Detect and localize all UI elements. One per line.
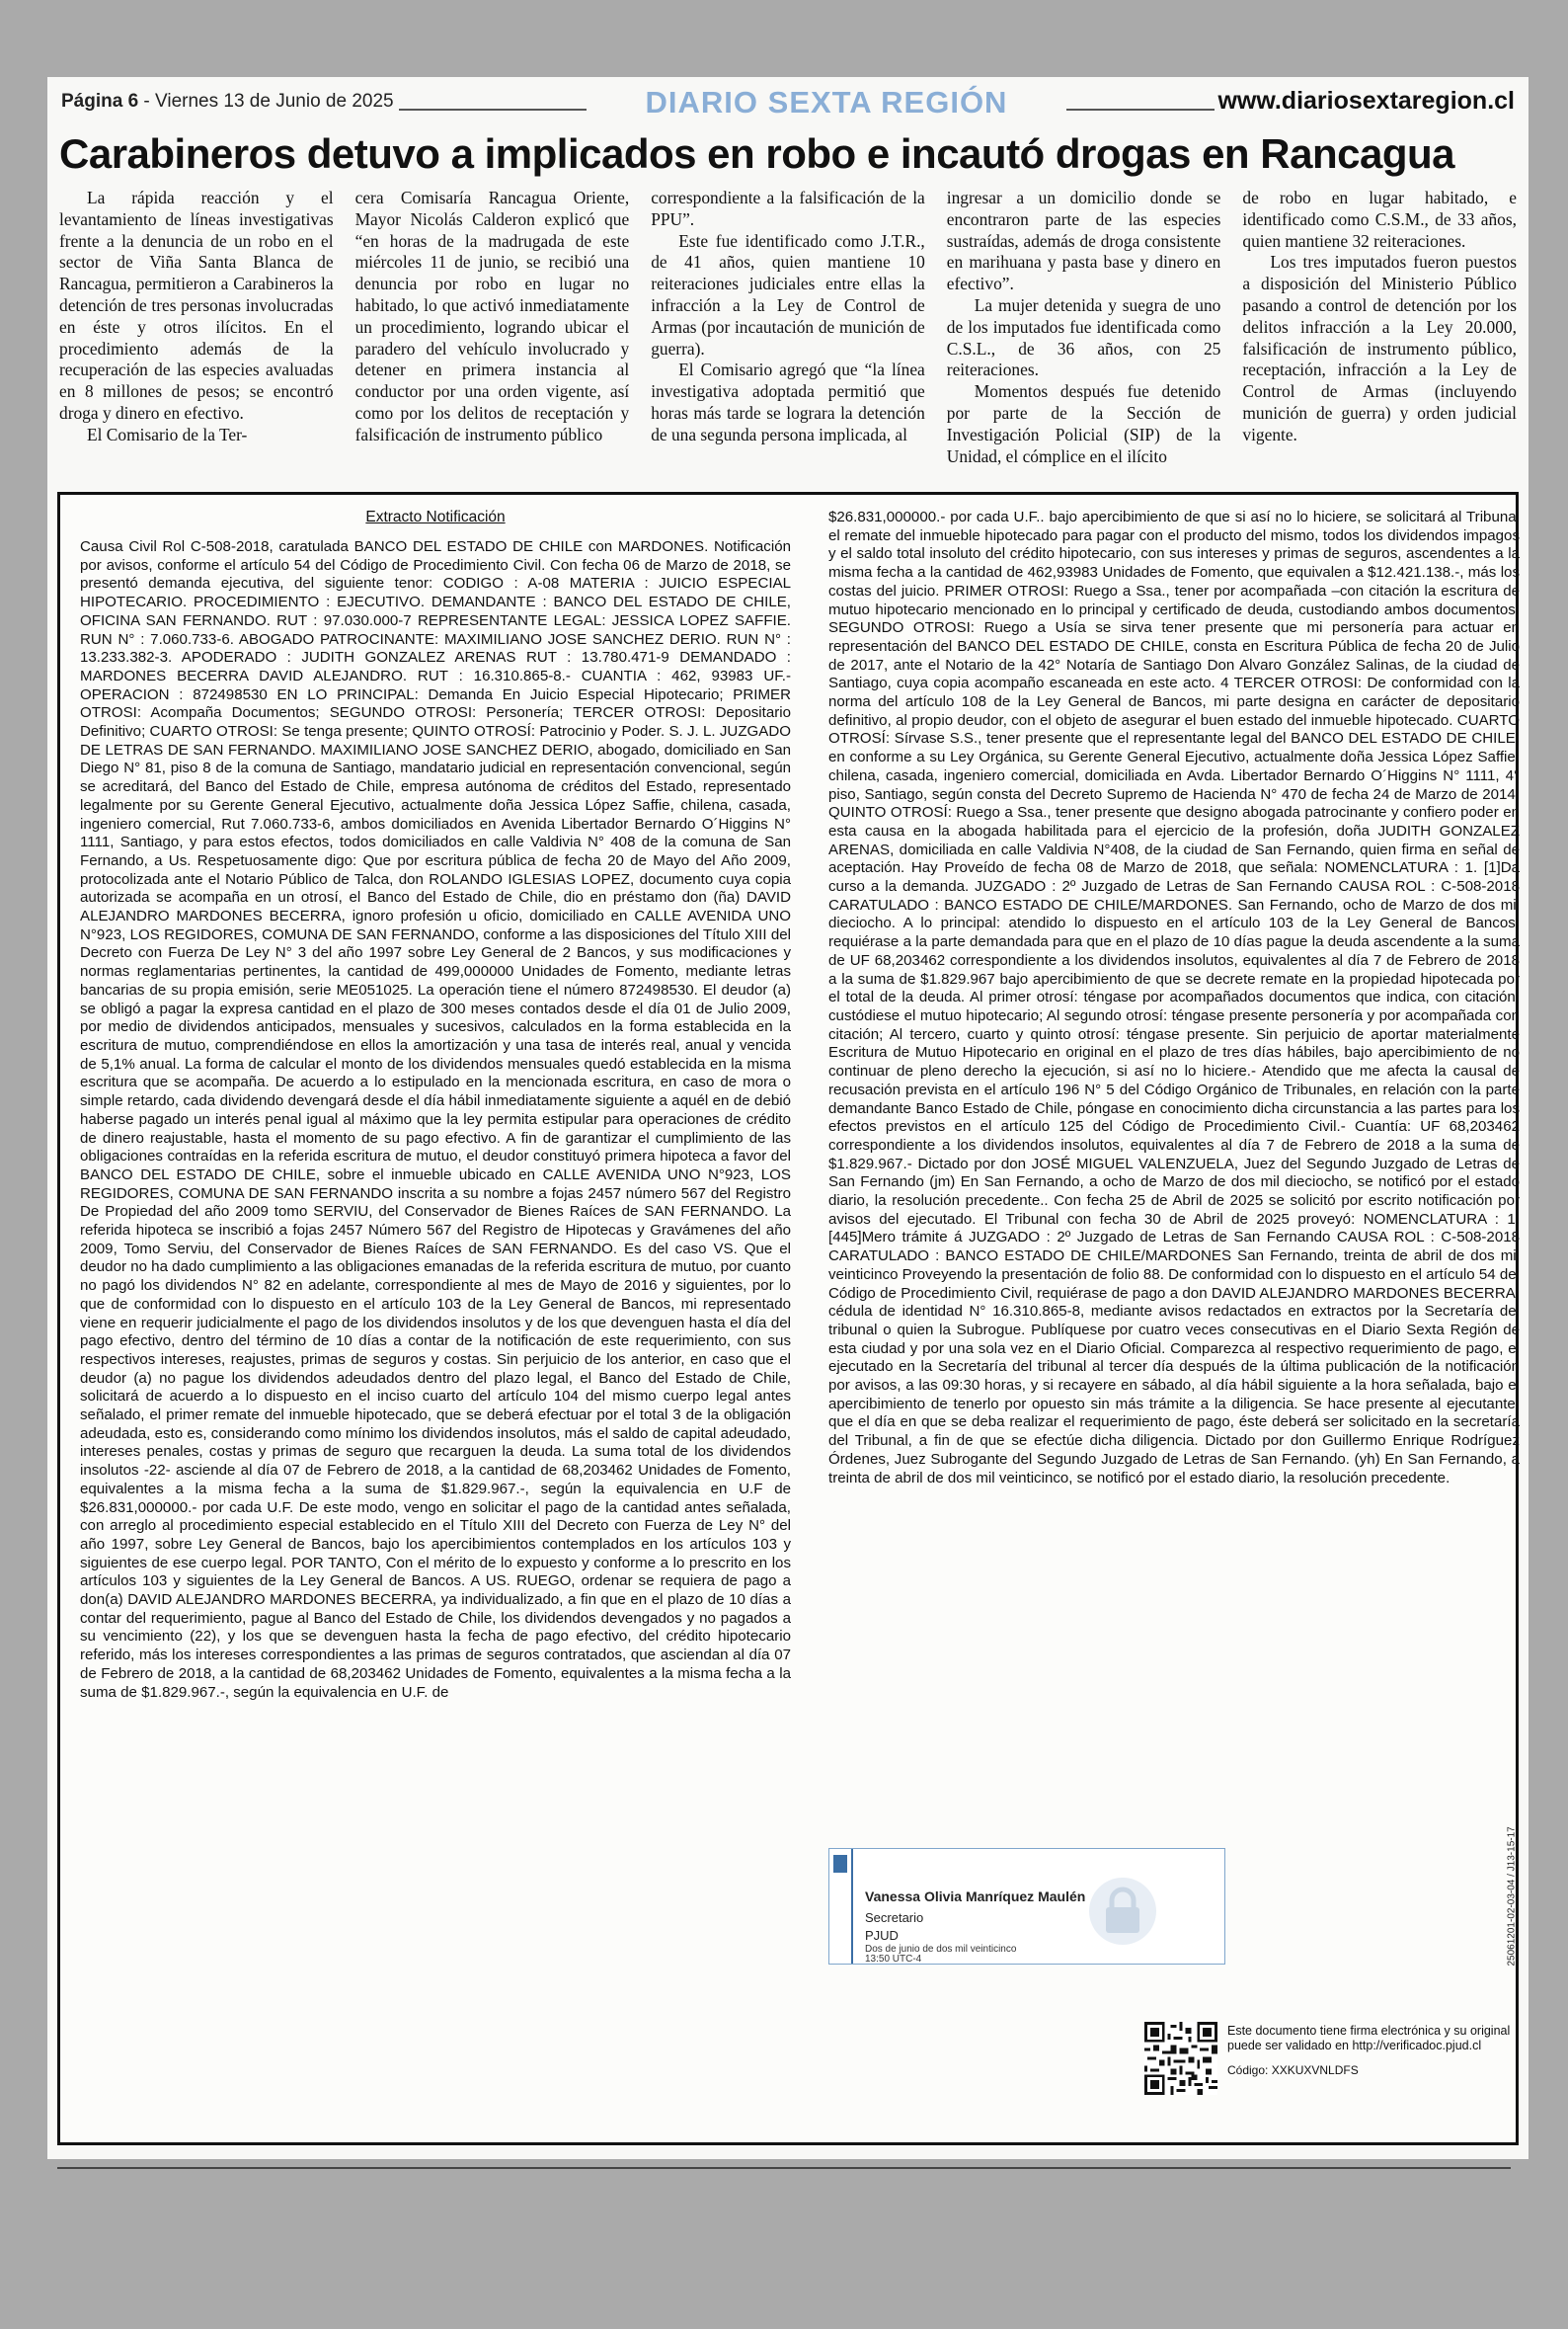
article-paragraph: de robo en lugar habitado, e identificado como C.S.M., de 33 años, quien mantiene 32 reiteraciones. xyxy=(1242,188,1517,251)
article-paragraph: correspondiente a la falsificación de la PPU”. xyxy=(651,188,925,229)
page-number: Página 6 xyxy=(61,91,139,112)
article-column-2 xyxy=(355,188,630,484)
article-headline: Carabineros detuvo a implicados en robo e incautó drogas en Rancagua xyxy=(59,130,1454,177)
legal-notice-text: Causa Civil Rol C-508-2018, caratulada BANCO DEL ESTADO DE CHILE con MARDONES. Notificación por avisos, conforme el artículo 54 del Código de Procedimiento Civil. Con fecha 06 de Marzo de 2018, se presentó demanda ejecutiva, del siguiente tenor: CODIGO : A-08 MATERIA : JUICIO ESPECIAL HIPOTECARIO. PROCEDIMIENTO : EJECUTIVO. DEMANDANTE : BANCO DEL ESTADO DE CHILE, OFICINA SAN FERNANDO. RUT : 97.030.000-7 REPRESENTANTE LEGAL: JESSICA LOPEZ SAFFIE. RUN N° : 7.060.733-6. ABOGADO PATROCINANTE: MAXIMILIANO JOSE SANCHEZ DERIO. RUN N° : 13.233.382-3. APODERADO : JUDITH GONZALEZ ARENAS RUT : 13.780.471-9 DEMANDADO : MARDONES BECERRA DAVID ALEJANDRO. RUT : 16.310.865-8.- CUANTIA : 462, 93983 UF.- OPERACION : 872498530 EN LO PRINCIPAL: Demanda En Juicio Especial Hipotecario; PRIMER OTROSI: Acompaña Documentos; SEGUNDO OTROSI: Personería; TERCER OTROSI: Depositario Definitivo; CUARTO OTROSI: Se tenga presente; QUINTO OTROSÍ: Patrocinio y Poder. S. J. L. JUZGADO DE LETRAS DE SAN FERNANDO. MAXIMILIANO JOSE SANCHEZ DERIO, abogado, domiciliado en San Diego N° 81, piso 8 de la comuna de Santiago, mandatario judicial en representación convencional, según se acreditará, del Banco del Estado de Chile, empresa autónoma de créditos del Estado, representado legalmente por su Gerente General Ejecutivo, actualmente doña Jessica López Saffie, chilena, casada, ingeniero comercial, Rut 7.060.733-6, ambos domiciliados en Avenida Libertador Bernardo O´Higgins N° 1111, Santiago, y para estos efectos, todos domiciliados en calle Valdivia N° 408 de la comuna de San Fernando, a Us. Respetuosamente digo: Que por escritura pública de fecha 20 de Mayo del Año 2009, protocolizada ante el Notario Público de Talca, don ROLANDO IGLESIAS LOPEZ, documento cuya copia autorizada se acompaña en un otrosí, el Banco del Estado de Chile, dio en préstamo don (ña) DAVID ALEJANDRO MARDONES BECERRA, ignoro profesión u oficio, domiciliado en CALLE AVENIDA UNO N°923, LOS REGIDORES, COMUNA DE SAN FERNANDO, conforme a las disposiciones del Título XIII del Decreto con Fuerza De Ley N° 3 del año 1997 sobre Ley General de 2 Bancos, y sus modificaciones y normas reglamentarias pertinentes, la cantidad de 499,000000 Unidades de Fomento, mediante letras bancarias de su propia emisión, serie ME051025. La operación tiene el número 872498530. El deudor (a) se obligó a pagar la expresa cantidad en el plazo de 300 meses contados desde el día 01 de Julio 2009, por medio de dividendos anticipados, mensuales y sucesivos, calculados en la forma establecida en la escritura de mutuo, comprendiéndose en ellos la amortización y una tasa de interés real, anual y vencida de 5,1% anual. La forma de calcular el monto de los dividendos mensuales quedó establecida en la misma escritura que se acompaña. De acuerdo a lo estipulado en la mencionada escritura, en caso de mora o simple retardo, cada dividendo devengará desde el día hábil inmediatamente siguiente a aquél en de debió haberse pagado un interés penal igual al máximo que la ley permita estipular para operaciones de crédito de dinero reajustable, hasta el momento de su pago efectivo. A fin de garantizar el cumplimiento de las obligaciones contraídas en la referida escritura de mutuo, el deudor constituyó primera hipoteca a favor del BANCO DEL ESTADO DE CHILE, sobre el inmueble ubicado en CALLE AVENIDA UNO N°923, LOS REGIDORES, COMUNA DE SAN FERNANDO inscrita a su nombre a fojas 2457 número 567 del Registro De Propiedad del año 2009 tomo SERVIU, del Conservador de Bienes Raíces de SAN FERNANDO. La referida hipoteca se inscribió a fojas 2457 Número 567 del Registro de Hipotecas y Gravámenes del año 2009, Tomo Serviu, del Conservador de Bienes Raíces de SAN FERNANDO. Es del caso VS. Que el deudor no ha dado cumplimiento a las obligaciones emanadas de la referida escritura de mutuo, por cuanto no pagó los dividendos N° 82 en adelante, correspondiente al mes de Mayo de 2016 y siguientes, por lo que de conformidad con lo dispuesto en el artículo 103 de la Ley General de Bancos, mi representado viene en requerir judicialmente el pago de los dividendos insolutos y de los que devenguen hasta el día del pago efectivo, dentro del término de 10 días a contar de la notificación de este requerimiento, con sus respectivos intereses, reajustes, primas de seguros y costas. Sin perjuicio de los anterior, en caso que el deudor (a) no pague los dividendos adeudados dentro del plazo legal, el Banco del Estado de Chile, solicitará de acuerdo a lo dispuesto en el inciso cuarto del artículo 104 del mismo cuerpo legal antes señalado, el primer remate del inmueble hipotecado, que se deberá efectuar por el total 3 de la obligación adeudada, esto es, considerando como mínimo los dividendos insolutos, más el saldo de capital adeudado, intereses penales, costas y primas de seguro que recarguen la deuda. La suma total de los dividendos insolutos -22- asciende al día 07 de Febrero de 2018, a la cantidad de 68,203462 Unidades de Fomento, equivalentes a la misma fecha a la suma de $1.829.967.-, según la equivalencia en U.F de $26.831,000000.- por cada U.F. De este modo, vengo en solicitar el pago de la cantidad antes señalada, con arreglo al procedimiento especial establecido en el Título XIII del Decreto con Fuerza de Ley N° del año 1997, sobre Ley General de Bancos, bajo los apercibimientos contemplados en los artículos 103 y siguientes de ese cuerpo legal. POR TANTO, Con el mérito de lo expuesto y conforme a lo prescrito en los artículos 103 y siguientes de la Ley General de Bancos. A US. RUEGO, ordenar se requiera de pago a don(a) DAVID ALEJANDRO MARDONES BECERRA, ya individualizado, a fin que en el plazo de 10 días a contar del requerimiento, pague al Banco del Estado de Chile, los dividendos devengados y no pagados a su vencimiento (22), y los que se devenguen hasta la fecha de pago efectivo, del crédito hipotecario referido, más los intereses correspondientes a las primas de seguros contratados, que asciendan al día 07 de Febrero de 2018, a la cantidad de 68,203462 Unidades de Fomento, equivalentes a la misma fecha a la suma de $1.829.967.-, según la equivalencia en U.F. de xyxy=(80,538,791,1701)
legal-notice-title: Extracto Notificación xyxy=(365,509,506,525)
article-column-5 xyxy=(1242,188,1517,484)
newspaper-page xyxy=(47,77,1529,2159)
article-paragraph: La mujer detenida y suegra de uno de los imputados fue identificada como C.S.L., de 36 años, con 25 reiteraciones. xyxy=(946,294,1221,380)
header-rule-right xyxy=(1066,109,1215,111)
lock-icon xyxy=(1088,1877,1157,1946)
legal-notice-content xyxy=(80,509,1520,2132)
article-paragraph: El Comisario agregó que “la línea investigativa adoptada permitió que horas más tarde se lograra la detención de una segunda persona implicada, al xyxy=(651,360,925,444)
legal-notice-box xyxy=(57,492,1519,2145)
publication-date: - Viernes 13 de Junio de 2025 xyxy=(138,91,394,112)
article-column-1 xyxy=(59,188,334,484)
electronic-signature-box xyxy=(828,1848,1225,1965)
vertical-code: 25061201-02-03-04 / J13-15-17 xyxy=(1506,1826,1518,1967)
legal-notice-right-column xyxy=(828,509,1520,1803)
article-paragraph: Este fue identificado como J.T.R., de 41 años, quien mantiene 10 reiteraciones judiciales entre ellas la infracción a la Ley de Control de Armas (por incautación de munición de guerra). xyxy=(651,230,925,359)
signer-role: Secretario xyxy=(865,1910,924,1925)
newspaper-url[interactable]: www.diariosextaregion.cl xyxy=(1217,87,1515,115)
article-paragraph: El Comisario de la Ter- xyxy=(87,424,248,444)
article-paragraph: La rápida reacción y el levantamiento de líneas investigativas frente a la denuncia de un robo en el sector de Viña Santa Blanca de Rancagua, permitieron a Carabineros la detención de tres personas involucradas en éste y otros ilícitos. En el procedimiento además de la recuperación de las especies avaluadas en 8 millones de pesos; se encontró droga y dinero en efectivo. xyxy=(59,188,334,423)
page-date-line xyxy=(61,91,394,113)
page-header xyxy=(61,81,1515,120)
legal-notice-left-column xyxy=(80,538,791,2119)
qr-code-icon[interactable] xyxy=(1144,2022,1217,2095)
article-column-3 xyxy=(651,188,925,484)
article-column-4 xyxy=(947,188,1221,484)
article-paragraph: Los tres imputados fueron puestos a disposición del Ministerio Público pasando a control de detención por los delitos infracción a la Ley 20.000, falsificación de instrumento público, receptación, infracción a la Ley de Control de Armas (incluyendo munición de guerra) y orden judicial vigente. xyxy=(1242,252,1517,444)
signature-date-line: Dos de junio de dos mil veinticinco xyxy=(865,1944,1017,1955)
header-rule-left xyxy=(399,109,587,111)
pjud-logo-icon xyxy=(833,1855,847,1873)
article-paragraph: cera Comisaría Rancagua Oriente, Mayor Nicolás Calderon explicó que “en horas de la madrugada de este miércoles 11 de junio, se recibió una denuncia por robo en lugar no habitado, lo que activó inmediatamente un procedimiento, logrando ubicar el paradero del vehículo involucrado y detener en primera instancia al conductor por una orden vigente, así como por los delitos de receptación y falsificación de instrumento público xyxy=(354,188,630,444)
newspaper-brand: DIARIO SEXTA REGIÓN xyxy=(645,85,1008,120)
verification-code: Código: XXKUXVNLDFS xyxy=(1227,2063,1359,2077)
legal-notice-text: $26.831,000000.- por cada U.F.. bajo apercibimiento de que si así no lo hiciere, se solicitará al Tribunal el remate del inmueble hipotecado para pagar con el producto del mismo, todos los dividendos impagos y el saldo total insoluto del crédito hipotecario, con sus intereses y primas de seguros, ascendentes a la misma fecha a la cantidad de 462,93983 Unidades de Fomento, que equivalen a $12.421.138.-, más los costas del juicio. PRIMER OTROSI: Ruego a Ssa., tener por acompañada –con citación la escritura de mutuo hipotecario mencionado en lo principal y certificado de deuda, custodiando ambos documentos. SEGUNDO OTROSI: Ruego a Usía se sirva tener presente que mi personería para actuar en representación del BANCO DEL ESTADO DE CHILE, consta en Escritura Pública de fecha 20 de Julio de 2017, ante el Notario de la 42° Notaría de Santiago Don Alvaro González Salinas, de la ciudad de Santiago, cuya copia acompaño escaneada en este acto. 4 TERCER OTROSI: De conformidad con la norma del artículo 108 de la Ley General de Bancos, mi parte designa en carácter de depositario definitivo, al propio deudor, con el objeto de asegurar el buen estado del inmueble hipotecado. CUARTO OTROSÍ: Sírvase S.S., tener presente que el representante legal del BANCO DEL ESTADO DE CHILE, en conforme a su Ley Orgánica, su Gerente General Ejecutivo, actualmente doña Jessica López Saffie, chilena, casada, ingeniero comercial, domiciliada en Avda. Libertador Bernardo O´Higgins N° 1111, 4° piso, Santiago, según consta del Decreto Supremo de Hacienda N° 470 de fecha 24 de Marzo de 2014. QUINTO OTROSÍ: Ruego a Ssa., tener presente que designo abogada patrocinante y confiero poder en esta causa en la abogada habilitada para el ejercicio de la profesión, doña JUDITH GONZALEZ ARENAS, domiciliada en calle Valdivia N°408, de la ciudad de San Fernando, quien firma en señal de aceptación. Hay Proveído de fecha 08 de Marzo de 2018, que señala: NOMENCLATURA : 1. [1]Da curso a la demanda. JUZGADO : 2º Juzgado de Letras de San Fernando CAUSA ROL : C-508-2018 CARATULADO : BANCO ESTADO DE CHILE/MARDONES. San Fernando, ocho de Marzo de dos mil dieciocho. A lo principal: atendido lo dispuesto en el artículo 103 de la Ley General de Bancos, requiérase a la parte demandada para que en el plazo de 10 días pague la deuda ascendente a la suma de UF 68,203462 correspondiente a los dividendos insolutos, equivalentes al día 7 de Febrero de 2018 a la suma de $1.829.967 bajo apercibimiento de que se decrete remate en la propiedad hipotecada por el total de la deuda. Al primer otrosí: téngase por acompañados documentos que indica, con citación, custódiese el mutuo hipotecario; Al segundo otrosí: téngase presente personería y por acompañada con citación; Al tercero, cuarto y quinto otrosí: téngase presente. Sin perjuicio de aportar materialmente Escritura de Mutuo Hipotecario en original en el plazo de tres días hábiles, bajo apercibimiento de no continuar de pleno derecho la ejecución, si así no lo hiciere.- Atendido que me afecta la causal de recusación prevista en el artículo 196 N° 5 del Código Orgánico de Tribunales, en relación con la parte demandante Banco Estado de Chile, póngase en conocimiento dicha circunstancia a las partes para los efectos previstos en el artículo 125 del Código de Procedimiento Civil.- Cuantía: UF 68,203462 correspondiente a los dividendos insolutos, equivalentes al día 7 de Febrero de 2018 a la suma de $1.829.967.- Dictado por don JOSÉ MIGUEL VALENZUELA, Juez del Segundo Juzgado de Letras de San Fernando (jm) En San Fernando, a ocho de Marzo de dos mil dieciocho, se notificó por el estado diario, la resolución precedente.. Con fecha 25 de Abril de 2025 se solicitó por escrito notificación por avisos del ejecutado. El Tribunal con fecha 30 de Abril de 2025 proveyó: NOMENCLATURA : 1. [445]Mero trámite á JUZGADO : 2º Juzgado de Letras de San Fernando CAUSA ROL : C-508-2018 CARATULADO : BANCO ESTADO DE CHILE/MARDONES San Fernando, treinta de abril de dos mil veinticinco Proveyendo la presentación de folio 88. De conformidad con lo dispuesto en el artículo 54 del Código de Procedimiento Civil, requiérase de pago a don DAVID ALEJANDRO MARDONES BECERRA, cédula de identidad N° 16.310.865-8, mediante avisos redactados en extractos por la Secretaría del tribunal o quien la Subrogue. Publíquese por cuatro veces consecutivas en el Diario Sexta Región de esta ciudad y por una sola vez en el Diario Oficial. Comparezca al respectivo requerimiento de pago, el ejecutado en la Secretaría del tribunal al tercer día después de la última publicación de la notificación por avisos, a las 09:30 horas, y si recayere en sábado, al día hábil siguiente a la hora señalada, bajo el apercibimiento de tenerlo por opuesto sin más trámite a la diligencia. Se hace presente al ejecutante, que el día en que se deba realizar el requerimiento de pago, éste deberá ser solicitado en la secretaría del Tribunal, a fin de que se efectúe dicha diligencia. Dictado por don Guillermo Enrique Rodríguez Órdenes, Juez Subrogante del Segundo Juzgado de Letras de San Fernando. (yh) En San Fernando, a treinta de abril de dos mil veinticinco, se notificó por el estado diario, la resolución precedente. xyxy=(828,509,1520,1486)
signer-organization: PJUD xyxy=(865,1928,899,1943)
signature-time-line: 13:50 UTC-4 xyxy=(865,1954,922,1965)
article-body xyxy=(59,188,1517,484)
bottom-rule xyxy=(57,2167,1511,2169)
signer-name: Vanessa Olivia Manríquez Maulén xyxy=(865,1888,1086,1904)
signature-date xyxy=(865,1945,1062,1965)
vertical-code-strip xyxy=(1502,1812,1522,1970)
verification-info xyxy=(1227,2024,1514,2078)
article-paragraph: Momentos después fue detenido por parte de la Sección de Investigación Policial (SIP) de la Unidad, el cómplice en el ilícito xyxy=(946,381,1221,466)
verification-text: Este documento tiene firma electrónica y su original puede ser validado en http://verificadoc.pjud.cl xyxy=(1227,2024,1511,2052)
article-paragraph: ingresar a un domicilio donde se encontraron parte de las especies sustraídas, además de droga consistente en marihuana y pasta base y dinero en efectivo”. xyxy=(946,188,1221,294)
